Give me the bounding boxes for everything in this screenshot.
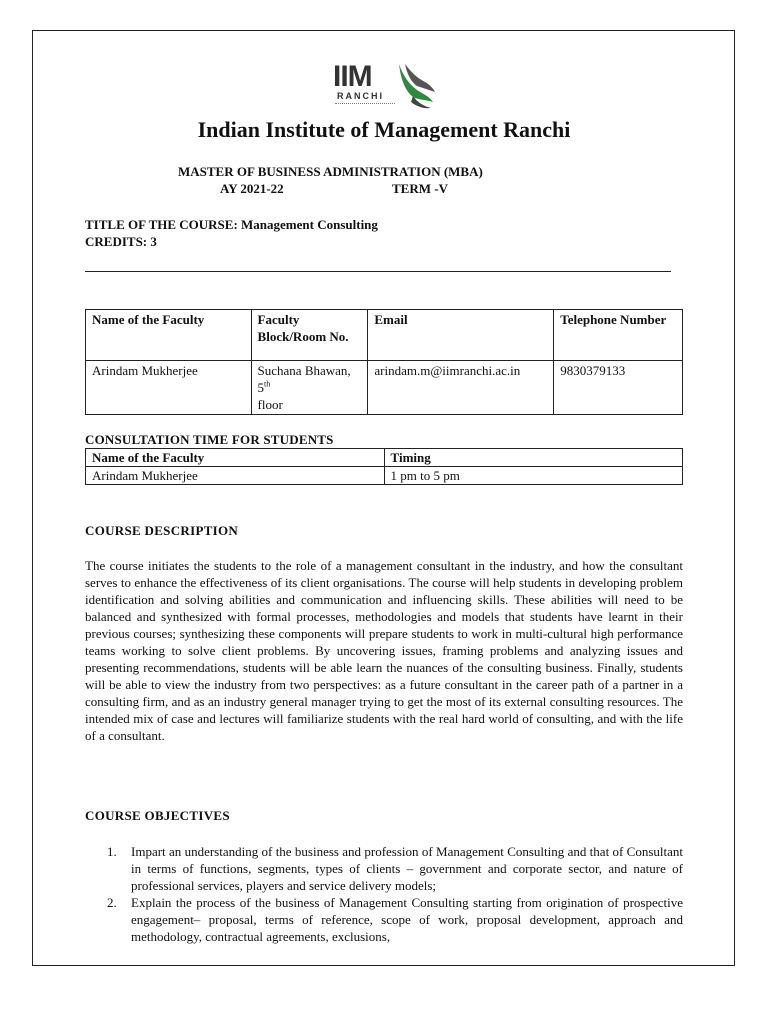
faculty-phone: 9830379133 <box>554 361 683 415</box>
course-description-text: The course initiates the students to the role of a management consultant in the industry, and how the consultant serves to enhance the effectiveness of its client organisations. The course will help students in developing problem identification and solving abilities and communication and influencing skills. These abilities will need to be balanced and synthesized with formal processes, methodologies and models that students have learnt in their previous courses; synthesizing these components will prepare students to work in multi-cultural high performance teams working to solve client problems. By uncovering issues, framing problems and analyzing issues and presenting recommendations, students will be able learn the nuances of the consulting business. Finally, students will be able to view the industry from two perspectives: as a future consultant in the career path of a partner in a consulting firm, and as an industry general manager trying to get the most of its external consulting resources. The intended mix of case and lectures will familiarize students with the real hard world of consulting, and with the life of a consultant. <box>85 558 683 743</box>
bird-icon <box>397 62 437 110</box>
credits: CREDITS: 3 <box>85 234 157 249</box>
table-row <box>86 361 683 415</box>
program-name: MASTER OF BUSINESS ADMINISTRATION (MBA) <box>178 164 483 179</box>
faculty-room <box>251 361 368 415</box>
course-objectives-heading: COURSE OBJECTIVES <box>85 808 230 823</box>
list-item <box>85 843 683 894</box>
iim-ranchi-logo <box>333 62 443 112</box>
institution-title: Indian Institute of Management Ranchi <box>197 117 571 142</box>
logo-tagline-mark <box>335 103 395 107</box>
list-item <box>85 894 683 945</box>
table-header: Telephone Number <box>554 310 683 361</box>
table-row <box>86 467 683 485</box>
table-header: Email <box>368 310 554 361</box>
table-header: Timing <box>384 449 682 467</box>
consultation-heading: CONSULTATION TIME FOR STUDENTS <box>85 432 334 447</box>
term: TERM -V <box>392 181 448 196</box>
faculty-table <box>85 309 683 415</box>
list-item-number: 2. <box>107 895 117 910</box>
table-header-row <box>86 449 683 467</box>
logo-subtext: RANCHI <box>337 91 384 101</box>
table-header-row <box>86 310 683 361</box>
faculty-name: Arindam Mukherjee <box>86 361 252 415</box>
faculty-email[interactable]: arindam.m@iimranchi.ac.in <box>368 361 554 415</box>
list-item-text: Impart an understanding of the business and profession of Management Consulting and that of Consultant in terms of functions, segments, types of clients – government and corporate sector, and nature of professional services, players and service delivery models; <box>131 844 683 893</box>
list-item-number: 1. <box>107 844 117 859</box>
consultation-timing: 1 pm to 5 pm <box>384 467 682 485</box>
course-title: TITLE OF THE COURSE: Management Consulting <box>85 217 378 232</box>
list-item-text: Explain the process of the business of Management Consulting starting from origination of prospective engagement– proposal, terms of reference, scope of work, proposal development, approach and methodology, contractual agreements, exclusions, <box>131 895 683 944</box>
faculty-room-sup: th <box>264 379 271 389</box>
table-header: Name of the Faculty <box>86 310 252 361</box>
table-header: Faculty Block/Room No. <box>251 310 368 361</box>
divider <box>85 271 671 272</box>
academic-year: AY 2021-22 <box>220 181 284 196</box>
consultation-table <box>85 448 683 485</box>
logo-text: IIM <box>333 60 372 93</box>
course-description-heading: COURSE DESCRIPTION <box>85 523 239 538</box>
faculty-room-text: Suchana Bhawan, 5 <box>257 363 351 395</box>
faculty-room-suffix: floor <box>257 397 283 412</box>
consultation-faculty-name: Arindam Mukherjee <box>86 467 385 485</box>
course-objectives-list <box>85 843 683 945</box>
table-header: Name of the Faculty <box>86 449 385 467</box>
